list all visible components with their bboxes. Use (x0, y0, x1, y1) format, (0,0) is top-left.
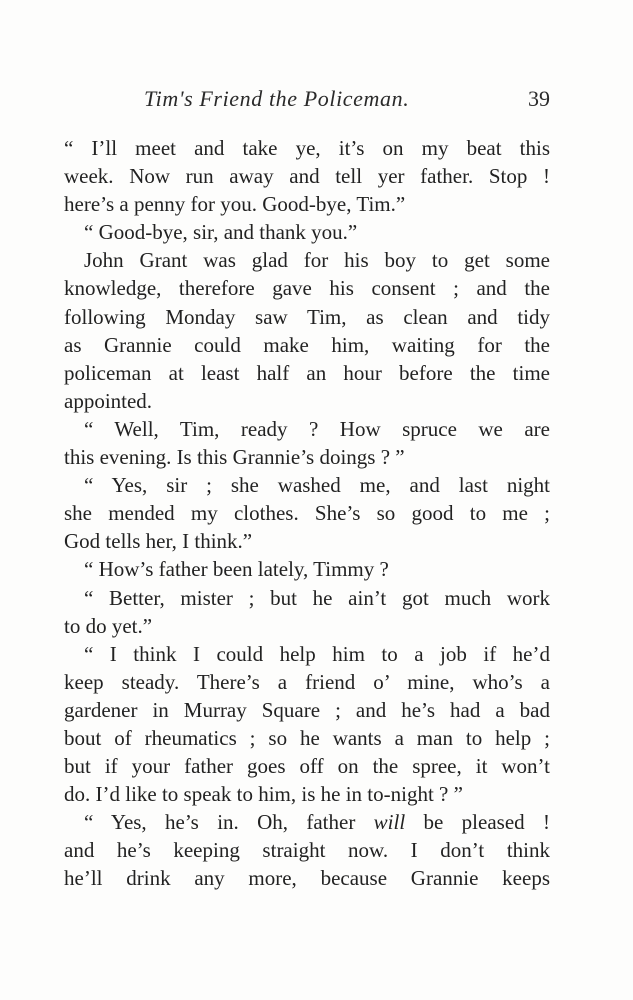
text-line: bout of rheumatics ; so he wants a man to help ; (64, 725, 550, 750)
text-line: knowledge, therefore gave his consent ; and the (64, 276, 550, 301)
text-line: “ Well, Tim, ready ? How spruce we are (84, 416, 550, 441)
text-line: week. Now run away and tell yer father. Stop ! (64, 164, 550, 189)
text-line: John Grant was glad for his boy to get some (84, 248, 550, 273)
text-line: appointed. (64, 388, 153, 413)
text-line: “ Better, mister ; but he ain’t got much work (84, 585, 550, 610)
page-header (64, 86, 550, 126)
body-text (64, 134, 550, 893)
text-line: to do yet.” (64, 613, 153, 638)
text-line: “ Yes, sir ; she washed me, and last night (84, 473, 550, 498)
text-line: as Grannie could make him, waiting for the (64, 332, 550, 357)
text-line: following Monday saw Tim, as clean and tidy (64, 304, 550, 329)
text-line: he’ll drink any more, because Grannie keeps (64, 866, 550, 891)
page-number: 39 (528, 86, 550, 111)
text-line: “ I’ll meet and take ye, it’s on my beat this (64, 136, 550, 160)
running-title: Tim's Friend the Policeman. (144, 86, 410, 111)
text-line: but if your father goes off on the spree, it won’t (64, 754, 550, 779)
text-line: she mended my clothes. She’s so good to me ; (64, 501, 550, 526)
text-line: and he’s keeping straight now. I don’t think (64, 838, 550, 863)
text-line: “ How’s father been lately, Timmy ? (84, 557, 389, 582)
text-line: keep steady. There’s a friend o’ mine, who’s a (64, 669, 550, 694)
text-line: gardener in Murray Square ; and he’s had a bad (64, 697, 550, 722)
text-line: here’s a penny for you. Good-bye, Tim.” (64, 192, 406, 217)
text-line: do. I’d like to speak to him, is he in to-night ? ” (64, 782, 463, 807)
text-line: “ Good-bye, sir, and thank you.” (84, 220, 358, 245)
text-line: “ I think I could help him to a job if he’d (84, 641, 550, 666)
text-line: policeman at least half an hour before the time (64, 360, 550, 385)
text-line: “ Yes, he’s in. Oh, father will be pleased ! (84, 810, 550, 835)
text-line: this evening. Is this Grannie’s doings ? ” (64, 445, 405, 470)
text-line: God tells her, I think.” (64, 529, 253, 554)
